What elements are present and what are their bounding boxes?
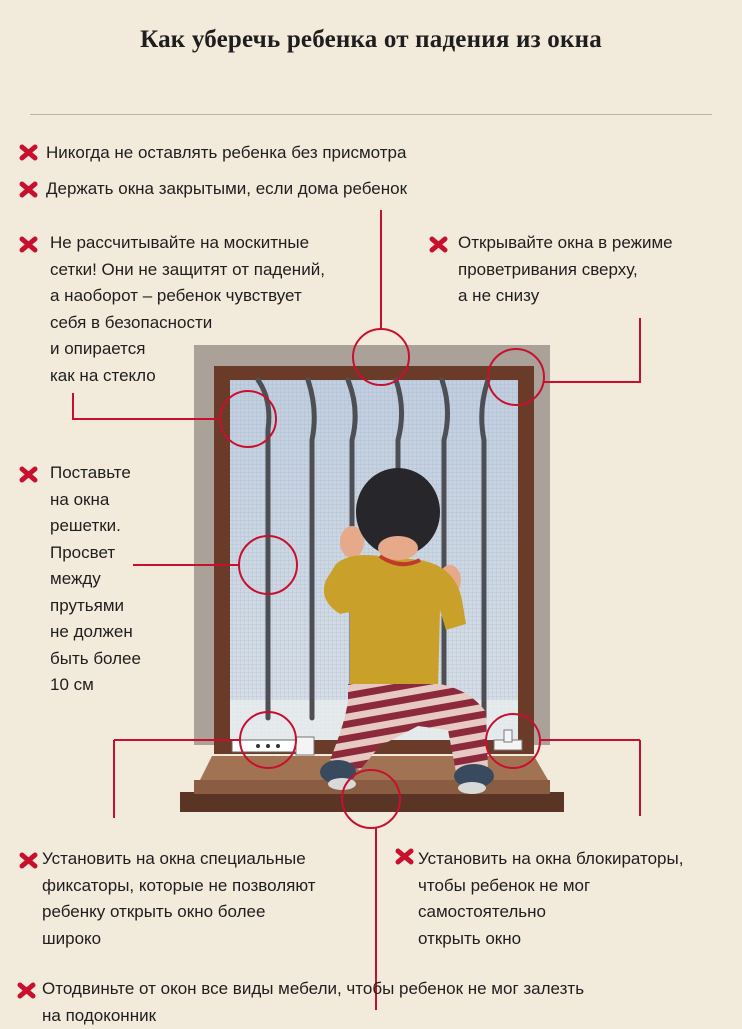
red-cross-icon [18,179,40,201]
tip-mosquito-nets: Не рассчитывайте на москитные сетки! Они не защитят от падений, а наоборот – ребенок чувствует себя в безопасности и опирается как на стекло [50,233,325,385]
page-title: Как уберечь ребенка от падения из окна [140,26,602,53]
red-cross-icon [428,234,450,256]
tip-keep-closed: Держать окна закрытыми, если дома ребенок [46,179,408,198]
windowsill [200,756,548,780]
tip-blockers: Установить на окна блокираторы, чтобы ребенок не мог самостоятельно открыть окно [418,849,684,948]
tip-move-furniture: Отодвиньте от окон все виды мебели, чтобы ребенок не мог залезть на подоконник [42,979,585,1025]
red-cross-icon [16,980,38,1002]
tip-fixators: Установить на окна специальные фиксаторы, которые не позволяют ребенку открыть окно более широко [42,849,316,948]
red-cross-icon [18,234,40,256]
red-cross-icon [394,846,416,868]
red-cross-icon [18,464,40,486]
red-cross-icon [18,142,40,164]
tip-ventilation-mode: Открывайте окна в режиме проветривания сверху, а не снизу [458,233,673,305]
tip-window-bars: Поставьте на окна решетки. Просвет между прутьями не должен быть более 10 см [50,463,141,694]
red-cross-icon [18,850,40,872]
tip-never-leave: Никогда не оставлять ребенка без присмотра [46,143,407,162]
